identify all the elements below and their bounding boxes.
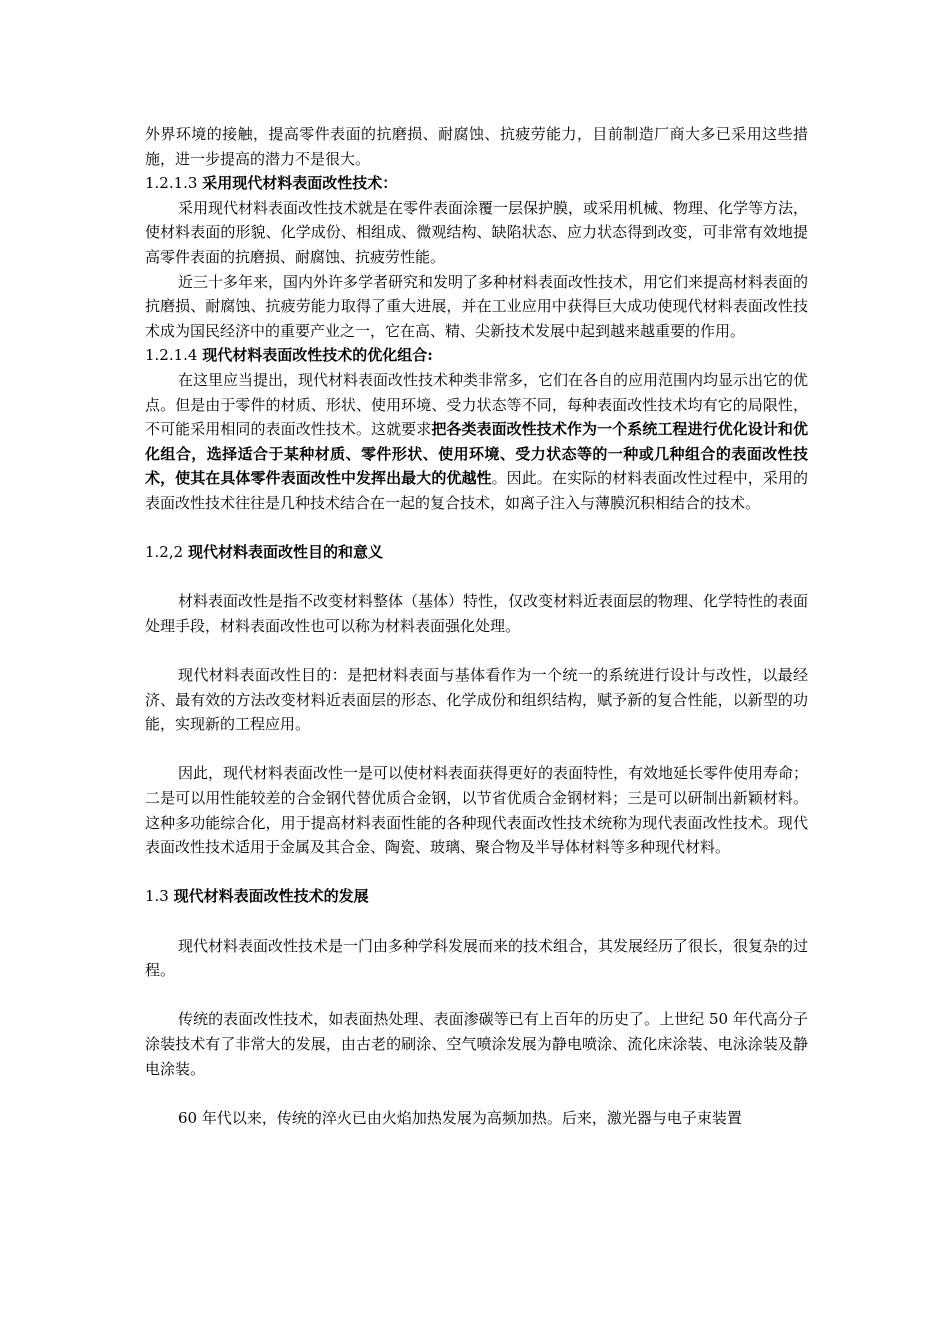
- heading-number: 1.3: [145, 887, 174, 906]
- paragraph: [145, 368, 808, 516]
- paragraph: 近三十多年来，国内外许多学者研究和发明了多种材料表面改性技术，用它们来提高材料表面的抗磨损、耐腐蚀、抗疲劳能力取得了重大进展，并在工业应用中获得巨大成功使现代材料表面改性技术成为国民经济中的重要产业之一，它在高、精、尖新技术发展中起到越来越重要的作用。: [145, 272, 809, 340]
- heading-title: 采用现代材料表面改性技术：: [202, 174, 398, 193]
- paragraph: 现代材料表面改性技术是一门由多种学科发展而来的技术组合，其发展经历了很长，很复杂的过程。: [145, 936, 809, 980]
- paragraph: 采用现代材料表面改性技术就是在零件表面涂覆一层保护膜，或采用机械、物理、化学等方法，使材料表面的形貌、化学成份、相组成、微观结构、缺陷状态、应力状态得到改变，可非常有效地提高零件表面的抗磨损、耐腐蚀、抗疲劳性能。: [145, 198, 809, 266]
- section-heading-1-2-2: [145, 540, 808, 565]
- paragraph: 材料表面改性是指不改变材料整体（基体）特性，仅改变材料近表面层的物理、化学特性的表面处理手段，材料表面改性也可以称为材料表面强化处理。: [145, 592, 809, 635]
- paragraph-text: 。因此。在实际的材料表面改性过程中，采用的表面改性技术往往是几种技术结合在一起的复合技术，如离子注入与薄膜沉积相结合的技术。: [145, 469, 808, 512]
- section-heading-1-2-1-4: [145, 343, 808, 368]
- paragraph: 传统的表面改性技术，如表面热处理、表面渗碳等已有上百年的历史了。上世纪 50 年代高分子涂装技术有了非常大的发展，由古老的刷涂、空气喷涂发展为静电喷涂、流化床涂装、电泳涂装及静电涂装。: [145, 1010, 808, 1078]
- heading-number: 1.2.1.4: [145, 346, 203, 365]
- section-heading-1-3: [145, 884, 808, 909]
- heading-title: 现代材料表面改性目的和意义: [187, 543, 383, 562]
- heading-title: 现代材料表面改性技术的优化组合:: [202, 346, 433, 365]
- heading-number: 1.2.1.3: [145, 174, 203, 193]
- paragraph-text: 在这里应当提出，现代材料表面改性技术种类非常多，它们在各自的应用范围内均显示出它的优点。但是由于零件的材质、形状、使用环境、受力状态等不同，每种表面改性技术均有它的局限性，不可能采用相同的表面改性技术。这就要求: [145, 370, 809, 439]
- paragraph: 因此，现代材料表面改性一是可以使材料表面获得更好的表面特性，有效地延长零件使用寿命；二是可以用性能较差的合金钢代替优质合金钢，以节省优质合金钢材料；三是可以研制出新颖材料。这种多功能综合化，用于提高材料表面性能的各种现代表面改性技术统称为现代表面改性技术。现代表面改性技术适用于金属及其合金、陶瓷、玻璃、聚合物及半导体材料等多种现代材料。: [145, 764, 809, 857]
- heading-title: 现代材料表面改性技术的发展: [173, 887, 369, 906]
- emphasized-text: 把各类表面改性技术作为一个系统工程进行优化设计和优化组合，选择适合于某种材质、零件形状、使用环境、受力状态等的一种或几种组合的表面改性技术，使其在具体零件表面改性中发挥出最大的优越性: [145, 420, 808, 488]
- heading-number: 1.2,2: [145, 543, 188, 562]
- section-heading-1-2-1-3: [145, 171, 808, 196]
- paragraph: 60 年代以来，传统的淬火已由火焰加热发展为高频加热。后来，激光器与电子束装置: [178, 1108, 742, 1127]
- document-page: [145, 122, 808, 1130]
- paragraph: 外界环境的接触，提高零件表面的抗磨损、耐腐蚀、抗疲劳能力，目前制造厂商大多已采用这些措施，进一步提高的潜力不是很大。: [145, 125, 808, 168]
- paragraph: 现代材料表面改性目的：是把材料表面与基体看作为一个统一的系统进行设计与改性，以最经济、最有效的方法改变材料近表面层的形态、化学成份和组织结构，赋予新的复合性能，以新型的功能，实现新的工程应用。: [145, 666, 808, 734]
